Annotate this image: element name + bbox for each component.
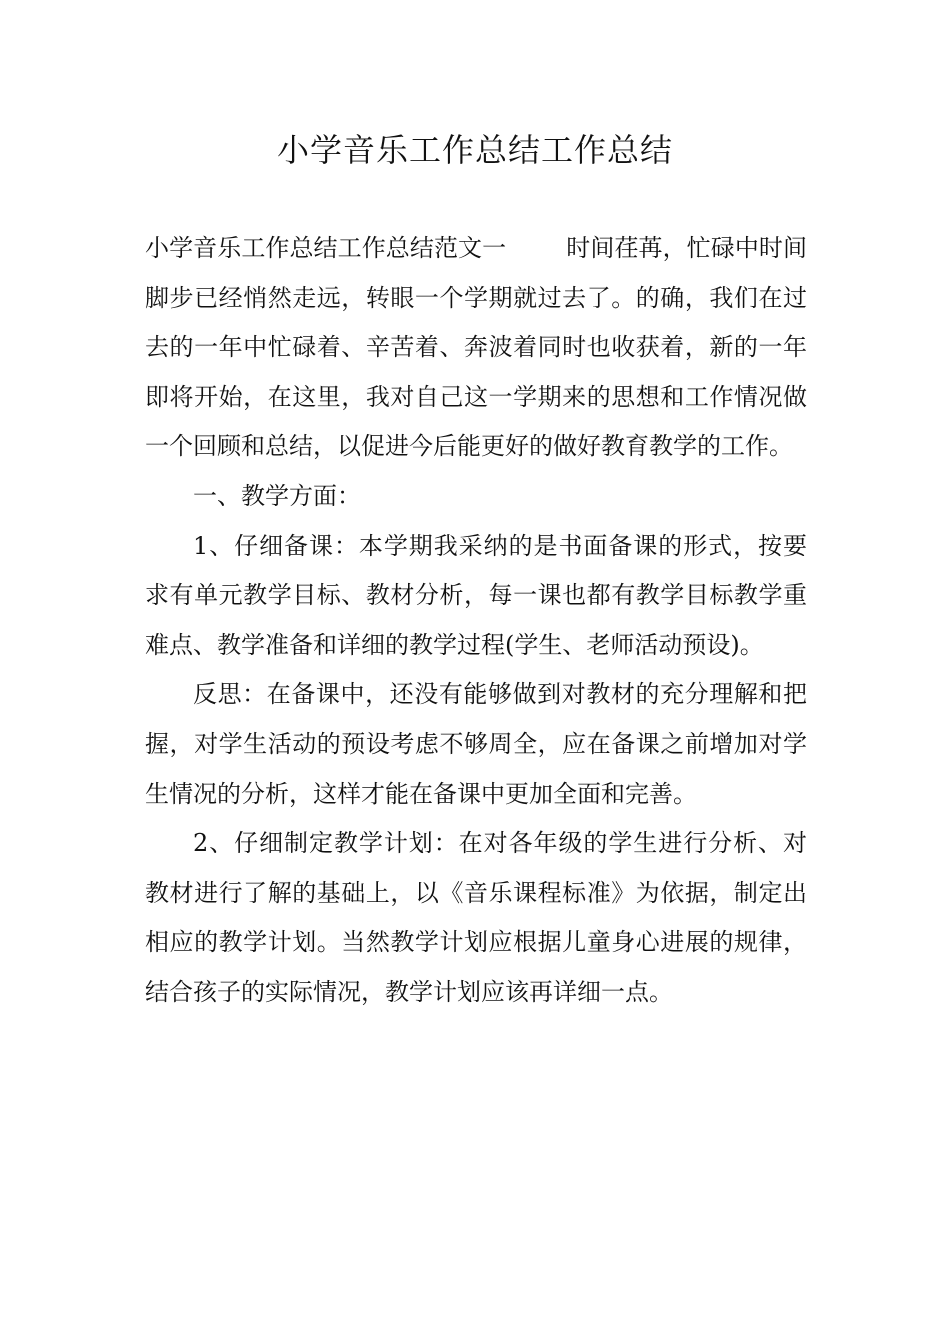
paragraph-teaching-plan: 2、仔细制定教学计划：在对各年级的学生进行分析、对教材进行了解的基础上，以《音乐课程标准》为依据，制定出相应的教学计划。当然教学计划应根据儿童身心进展的规律，结合孩子的实际情况，教学计划应该再详细一点。 [145, 829, 807, 1006]
document-title: 小学音乐工作总结工作总结 [276, 131, 673, 169]
document-body [145, 224, 807, 1018]
intro-text: 时间荏苒，忙碌中时间脚步已经悄然走远，转眼一个学期就过去了。的确，我们在过去的一年中忙碌着、辛苦着、奔波着同时也收获着，新的一年即将开始，在这里，我对自己这一学期来的思想和工作情况做一个回顾和总结，以促进今后能更好的做好教育教学的工作。 [145, 234, 808, 461]
intro-heading: 小学音乐工作总结工作总结范文一 [145, 234, 507, 262]
section-heading-teaching: 一、教学方面： [193, 481, 361, 510]
paragraph-reflection: 反思：在备课中，还没有能够做到对教材的充分理解和把握，对学生活动的预设考虑不够周全，应在备课之前增加对学生情况的分析，这样才能在备课中更加全面和完善。 [145, 680, 807, 808]
paragraph-lesson-prep: 1、仔细备课：本学期我采纳的是书面备课的形式，按要求有单元教学目标、教材分析，每一课也都有教学目标教学重难点、教学准备和详细的教学过程(学生、老师活动预设)。 [145, 531, 807, 659]
intro-paragraph [145, 224, 807, 472]
